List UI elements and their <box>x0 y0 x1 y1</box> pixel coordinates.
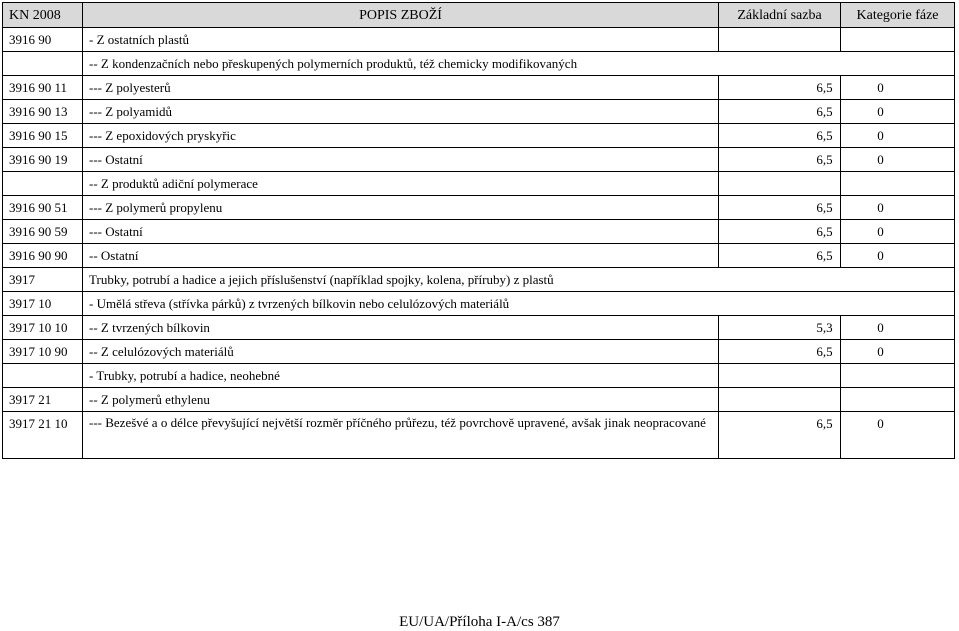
base-rate-cell <box>719 28 841 52</box>
description-text: --- Z polyamidů <box>89 104 173 119</box>
cn-code-cell: 3917 10 90 <box>3 340 83 364</box>
description-text: - Trubky, potrubí a hadice, neohebné <box>89 368 280 383</box>
description-cell <box>83 52 955 76</box>
category-cell: 0 <box>841 316 955 340</box>
table-row <box>3 244 955 268</box>
description-cell <box>83 268 955 292</box>
description-cell <box>83 364 719 388</box>
cn-code-cell: 3916 90 19 <box>3 148 83 172</box>
description-cell <box>83 100 719 124</box>
cn-code-cell: 3916 90 <box>3 28 83 52</box>
cn-code-cell: 3916 90 15 <box>3 124 83 148</box>
base-rate-cell: 6,5 <box>719 340 841 364</box>
category-cell: 0 <box>841 124 955 148</box>
cn-code-cell <box>3 52 83 76</box>
base-rate-cell: 6,5 <box>719 124 841 148</box>
table-row <box>3 100 955 124</box>
base-rate-cell: 6,5 <box>719 220 841 244</box>
base-rate-cell: 5,3 <box>719 316 841 340</box>
cn-code-cell <box>3 364 83 388</box>
description-text: -- Z celulózových materiálů <box>89 344 234 359</box>
description-text: - Umělá střeva (střívka párků) z tvrzených bílkovin nebo celulózových materiálů <box>89 296 510 311</box>
category-cell <box>841 172 955 196</box>
description-text: -- Z polymerů ethylenu <box>89 392 210 407</box>
cn-code-cell: 3916 90 51 <box>3 196 83 220</box>
base-rate-cell: 6,5 <box>719 412 841 459</box>
base-rate-cell: 6,5 <box>719 244 841 268</box>
cn-code-cell: 3917 21 <box>3 388 83 412</box>
cn-code-cell <box>3 172 83 196</box>
category-cell: 0 <box>841 76 955 100</box>
table-row <box>3 148 955 172</box>
category-cell: 0 <box>841 100 955 124</box>
header-base-rate: Základní sazba <box>719 3 841 28</box>
description-cell <box>83 388 719 412</box>
table-row <box>3 76 955 100</box>
table-row <box>3 124 955 148</box>
base-rate-cell <box>719 364 841 388</box>
category-cell: 0 <box>841 196 955 220</box>
table-row <box>3 52 955 76</box>
table-row <box>3 292 955 316</box>
category-cell: 0 <box>841 244 955 268</box>
header-description: POPIS ZBOŽÍ <box>83 3 719 28</box>
table-row <box>3 28 955 52</box>
table-header-row <box>3 3 955 28</box>
table-row <box>3 364 955 388</box>
description-text: --- Ostatní <box>89 152 143 167</box>
table-row <box>3 196 955 220</box>
category-cell: 0 <box>841 148 955 172</box>
description-cell <box>83 172 719 196</box>
tariff-table <box>2 2 955 459</box>
description-cell <box>83 412 719 459</box>
cn-code-cell: 3917 <box>3 268 83 292</box>
description-text: -- Z tvrzených bílkovin <box>89 320 210 335</box>
base-rate-cell: 6,5 <box>719 196 841 220</box>
page-footer: EU/UA/Příloha I-A/cs 387 <box>399 614 560 630</box>
base-rate-cell <box>719 172 841 196</box>
category-cell <box>841 364 955 388</box>
table-row <box>3 316 955 340</box>
base-rate-cell <box>719 388 841 412</box>
description-cell <box>83 244 719 268</box>
table-row <box>3 412 955 459</box>
description-text: -- Z produktů adiční polymerace <box>89 176 258 191</box>
description-cell <box>83 148 719 172</box>
base-rate-cell: 6,5 <box>719 76 841 100</box>
description-text: --- Ostatní <box>89 224 143 239</box>
table-row <box>3 340 955 364</box>
cn-code-cell: 3916 90 59 <box>3 220 83 244</box>
description-text: --- Z epoxidových pryskyřic <box>89 128 236 143</box>
cn-code-cell: 3917 21 10 <box>3 412 83 459</box>
category-cell: 0 <box>841 340 955 364</box>
description-cell <box>83 76 719 100</box>
description-text: -- Z kondenzačních nebo přeskupených polymerních produktů, též chemicky modifikovaných <box>89 56 578 71</box>
description-text: Trubky, potrubí a hadice a jejich příslušenství (například spojky, kolena, příruby) z plastů <box>89 272 554 287</box>
tariff-body <box>3 28 955 459</box>
category-cell <box>841 28 955 52</box>
description-cell <box>83 196 719 220</box>
header-category: Kategorie fáze <box>841 3 955 28</box>
base-rate-cell: 6,5 <box>719 100 841 124</box>
category-cell: 0 <box>841 220 955 244</box>
header-kn: KN 2008 <box>3 3 83 28</box>
description-text: --- Bezešvé a o délce převyšující největší rozměr příčného průřezu, též povrchově upravené, avšak jinak neopracované <box>89 415 706 430</box>
description-cell <box>83 340 719 364</box>
table-row <box>3 220 955 244</box>
table-row <box>3 268 955 292</box>
description-cell <box>83 28 719 52</box>
table-row <box>3 388 955 412</box>
category-cell <box>841 388 955 412</box>
description-text: --- Z polymerů propylenu <box>89 200 223 215</box>
cn-code-cell: 3917 10 10 <box>3 316 83 340</box>
table-row <box>3 172 955 196</box>
description-text: - Z ostatních plastů <box>89 32 190 47</box>
description-cell <box>83 292 955 316</box>
description-text: -- Ostatní <box>89 248 139 263</box>
base-rate-cell: 6,5 <box>719 148 841 172</box>
description-cell <box>83 124 719 148</box>
cn-code-cell: 3917 10 <box>3 292 83 316</box>
cn-code-cell: 3916 90 13 <box>3 100 83 124</box>
cn-code-cell: 3916 90 11 <box>3 76 83 100</box>
description-text: --- Z polyesterů <box>89 80 171 95</box>
description-cell <box>83 316 719 340</box>
category-cell: 0 <box>841 412 955 459</box>
description-cell <box>83 220 719 244</box>
cn-code-cell: 3916 90 90 <box>3 244 83 268</box>
